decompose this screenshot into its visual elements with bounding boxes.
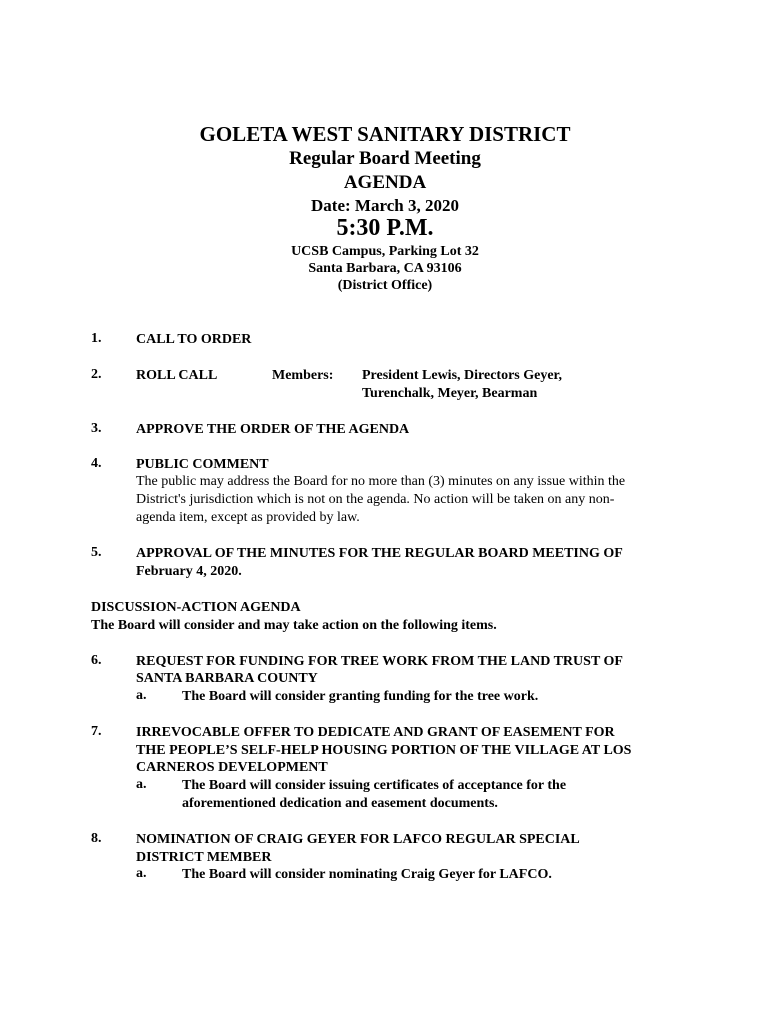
sub-item-letter: a. [136, 866, 147, 881]
item-title-line: THE PEOPLE’S SELF-HELP HOUSING PORTION OF THE VILLAGE AT LOS [136, 743, 632, 758]
item-title: CALL TO ORDER [136, 332, 252, 347]
address-line-3: (District Office) [337, 278, 433, 293]
meeting-date: Date: March 3, 2020 [311, 196, 459, 215]
item-title-line: IRREVOCABLE OFFER TO DEDICATE AND GRANT OF EASEMENT FOR [136, 725, 615, 740]
sub-item-text: aforementioned dedication and easement documents. [182, 796, 498, 811]
address-line-1: UCSB Campus, Parking Lot 32 [291, 244, 479, 259]
item-body-line: District's jurisdiction which is not on the agenda. No action will be taken on any non- [136, 492, 615, 507]
item-title-line: REQUEST FOR FUNDING FOR TREE WORK FROM THE LAND TRUST OF [136, 654, 623, 669]
item-title: APPROVE THE ORDER OF THE AGENDA [136, 422, 410, 437]
meeting-time: 5:30 P.M. [336, 215, 434, 241]
section-note: The Board will consider and may take action on the following items. [91, 618, 497, 633]
item-number: 5. [91, 545, 102, 560]
members-label: Members: [272, 368, 334, 383]
item-number: 1. [91, 331, 102, 346]
item-title: PUBLIC COMMENT [136, 457, 269, 472]
item-number: 6. [91, 653, 102, 668]
sub-item-letter: a. [136, 688, 147, 703]
members-list-line: President Lewis, Directors Geyer, [362, 368, 562, 383]
item-title-line: APPROVAL OF THE MINUTES FOR THE REGULAR BOARD MEETING OF [136, 546, 623, 561]
document-type: AGENDA [343, 172, 427, 193]
item-body-line: The public may address the Board for no more than (3) minutes on any issue within the [136, 474, 626, 489]
item-title-line: NOMINATION OF CRAIG GEYER FOR LAFCO REGULAR SPECIAL [136, 832, 580, 847]
item-title-line: CARNEROS DEVELOPMENT [136, 760, 328, 775]
item-number: 4. [91, 456, 102, 471]
sub-item-text: The Board will consider issuing certificates of acceptance for the [182, 778, 567, 793]
section-heading: DISCUSSION-ACTION AGENDA [91, 600, 301, 615]
item-title: ROLL CALL [136, 368, 218, 383]
item-title-line: SANTA BARBARA COUNTY [136, 671, 318, 686]
item-number: 8. [91, 831, 102, 846]
sub-item-letter: a. [136, 777, 147, 792]
item-number: 7. [91, 724, 102, 739]
organization-title: GOLETA WEST SANITARY DISTRICT [199, 122, 571, 146]
address-line-2: Santa Barbara, CA 93106 [308, 261, 462, 276]
item-title-line: February 4, 2020. [136, 564, 242, 579]
item-number: 3. [91, 421, 102, 436]
item-body-line: agenda item, except as provided by law. [136, 510, 360, 525]
sub-item-text: The Board will consider nominating Craig Geyer for LAFCO. [182, 867, 552, 882]
sub-item-text: The Board will consider granting funding for the tree work. [182, 689, 539, 704]
item-number: 2. [91, 367, 102, 382]
members-list-line: Turenchalk, Meyer, Bearman [362, 386, 538, 401]
meeting-title: Regular Board Meeting [289, 148, 481, 169]
item-title-line: DISTRICT MEMBER [136, 850, 272, 865]
